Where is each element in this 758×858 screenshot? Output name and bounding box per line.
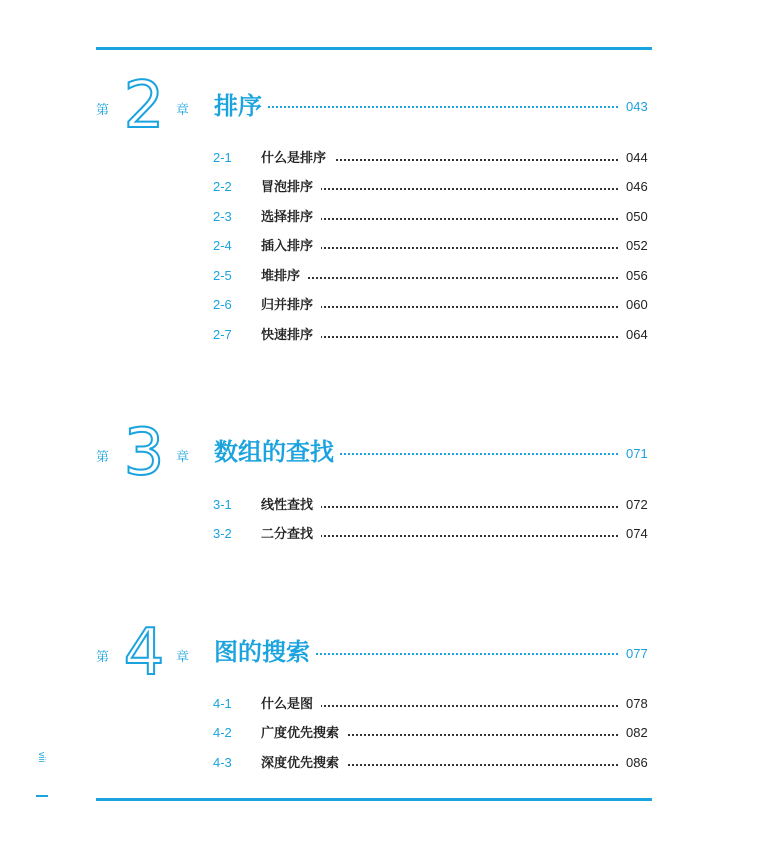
entry-number: 4-1	[213, 696, 232, 711]
toc-entry[interactable]	[0, 326, 758, 346]
entry-leader	[300, 218, 618, 220]
chapter-number: 4	[123, 616, 165, 690]
chapter-prefix: 第	[96, 102, 110, 117]
entry-leader	[300, 159, 618, 161]
toc-entry[interactable]	[0, 695, 758, 715]
entry-title[interactable]: 插入排序	[261, 237, 321, 255]
chapter-prefix: 第	[96, 649, 110, 664]
toc-entry[interactable]	[0, 178, 758, 198]
chapter-page: 043	[622, 99, 658, 115]
chapter-number: 2	[123, 69, 165, 143]
entry-leader	[300, 247, 618, 249]
entry-page: 064	[622, 326, 648, 344]
entry-page: 052	[622, 237, 648, 255]
entry-number: 2-6	[213, 297, 232, 312]
entry-number: 4-3	[213, 755, 232, 770]
entry-title[interactable]: 堆排序	[261, 267, 308, 285]
chapter-prefix: 第	[96, 449, 110, 464]
chapter-title[interactable]: 图的搜索	[214, 638, 316, 668]
entry-number: 2-2	[213, 179, 232, 194]
entry-leader	[300, 734, 618, 736]
entry-number: 3-1	[213, 497, 232, 512]
entry-number: 2-5	[213, 268, 232, 283]
toc-entry[interactable]	[0, 496, 758, 516]
toc-entry[interactable]	[0, 267, 758, 287]
top-rule	[96, 47, 652, 50]
entry-leader	[300, 764, 618, 766]
entry-title[interactable]: 快速排序	[261, 326, 321, 344]
chapter-suffix: 章	[176, 649, 190, 664]
entry-number: 2-4	[213, 238, 232, 253]
chapter-leader	[240, 106, 618, 108]
entry-page: 056	[622, 267, 648, 285]
entry-title[interactable]: 什么是排序	[261, 149, 334, 167]
toc-entry[interactable]	[0, 149, 758, 169]
chapter-number: 3	[123, 416, 165, 490]
entry-number: 4-2	[213, 725, 232, 740]
entry-number: 2-3	[213, 209, 232, 224]
entry-page: 060	[622, 296, 648, 314]
entry-leader	[300, 336, 618, 338]
toc-entry[interactable]	[0, 754, 758, 774]
entry-leader	[300, 705, 618, 707]
entry-title[interactable]: 选择排序	[261, 208, 321, 226]
entry-page: 044	[622, 149, 648, 167]
entry-title[interactable]: 线性查找	[261, 496, 321, 514]
folio-mark	[36, 795, 48, 797]
entry-page: 072	[622, 496, 648, 514]
chapter-suffix: 章	[176, 102, 190, 117]
toc-entry[interactable]	[0, 525, 758, 545]
chapter-page: 077	[622, 646, 658, 662]
entry-page: 074	[622, 525, 648, 543]
entry-number: 3-2	[213, 526, 232, 541]
entry-leader	[300, 306, 618, 308]
chapter-title[interactable]: 排序	[214, 92, 268, 122]
chapter-page: 071	[622, 446, 658, 462]
entry-title[interactable]: 什么是图	[261, 695, 321, 713]
entry-title[interactable]: 深度优先搜索	[261, 754, 347, 772]
entry-leader	[300, 506, 618, 508]
toc-entry[interactable]	[0, 724, 758, 744]
toc-entry[interactable]	[0, 296, 758, 316]
entry-page: 082	[622, 724, 648, 742]
toc-entry[interactable]	[0, 208, 758, 228]
page-folio: viii	[37, 752, 47, 763]
toc-entry[interactable]	[0, 237, 758, 257]
entry-page: 046	[622, 178, 648, 196]
entry-title[interactable]: 归并排序	[261, 296, 321, 314]
entry-title[interactable]: 冒泡排序	[261, 178, 321, 196]
entry-page: 086	[622, 754, 648, 772]
entry-title[interactable]: 二分查找	[261, 525, 321, 543]
entry-number: 2-7	[213, 327, 232, 342]
bottom-rule	[96, 798, 652, 801]
entry-title[interactable]: 广度优先搜索	[261, 724, 347, 742]
entry-page: 050	[622, 208, 648, 226]
entry-leader	[300, 535, 618, 537]
entry-leader	[300, 188, 618, 190]
entry-leader	[300, 277, 618, 279]
chapter-suffix: 章	[176, 449, 190, 464]
entry-number: 2-1	[213, 150, 232, 165]
entry-page: 078	[622, 695, 648, 713]
chapter-title[interactable]: 数组的查找	[214, 438, 340, 468]
